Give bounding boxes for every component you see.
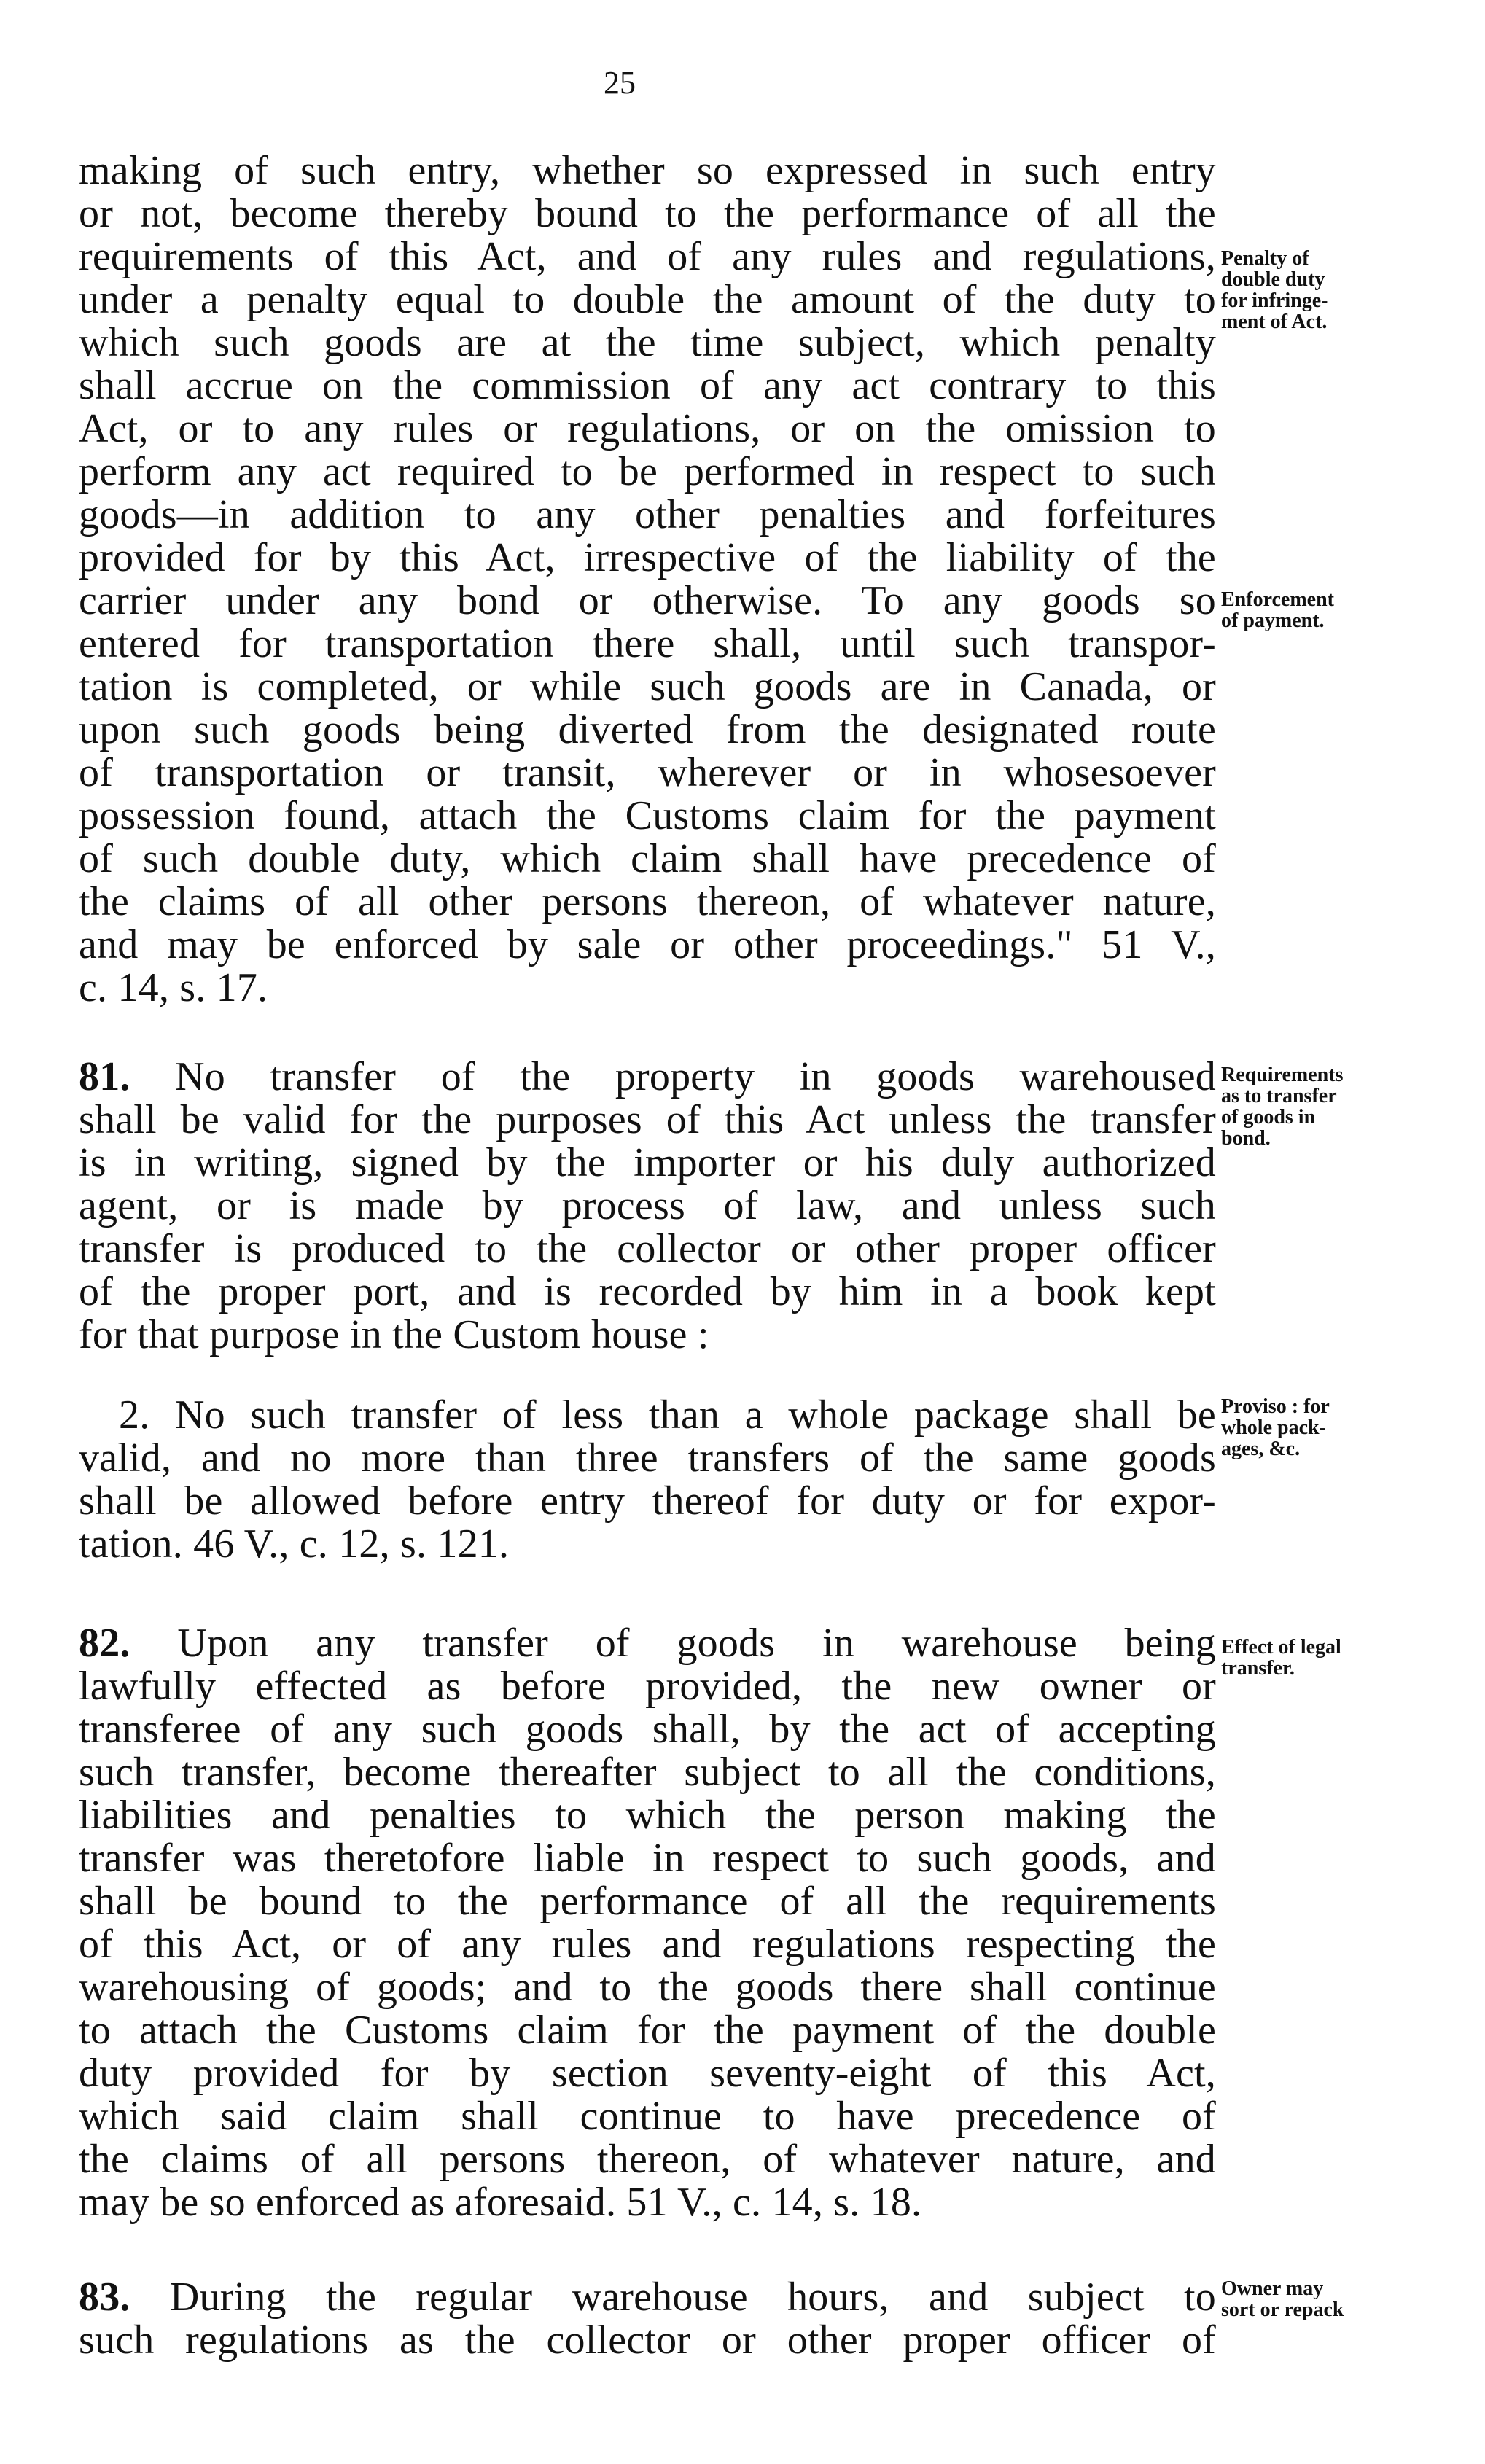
text-line: lawfully effected as before provided, the new owner or [79, 1664, 1216, 1709]
text-line: perform any act required to be performed in respect to such [79, 449, 1216, 494]
margin-note-line: bond. [1221, 1127, 1271, 1150]
text-line: and may be enforced by sale or other proceedings." 51 V., [79, 922, 1216, 967]
text-line: upon such goods being diverted from the designated route [79, 707, 1216, 752]
margin-note-line: ages, &c. [1221, 1438, 1301, 1460]
margin-note-line: Owner may [1221, 2277, 1324, 2300]
text-line: warehousing of goods; and to the goods there shall continue [79, 1965, 1216, 2010]
text-line: or not, become thereby bound to the performance of all the [79, 191, 1216, 236]
section-number: 81. [79, 1054, 130, 1099]
text-line: which such goods are at the time subject, which penalty [79, 320, 1216, 365]
text-line: transfer was theretofore liable in respect to such goods, and [79, 1836, 1216, 1881]
text-line: goods—in addition to any other penalties and forfeitures [79, 492, 1216, 537]
text-line: shall be valid for the purposes of this Act unless the transfer [79, 1097, 1216, 1142]
margin-note-line: for infringe- [1221, 289, 1328, 312]
text-line: carrier under any bond or otherwise. To any goods so [79, 578, 1216, 623]
text-line: for that purpose in the Custom house : [79, 1312, 709, 1357]
text-line: shall be bound to the performance of all the requirements [79, 1879, 1216, 1924]
text-line: 2. No such transfer of less than a whole package shall be [119, 1392, 1216, 1438]
margin-note-penalty [1221, 248, 1440, 332]
text-line: such regulations as the collector or other proper officer of [79, 2317, 1216, 2363]
section-83 [79, 2276, 1216, 2362]
text-line: tation. 46 V., c. 12, s. 121. [79, 1521, 510, 1567]
section-number: 82. [79, 1621, 130, 1666]
margin-note-line: double duty [1221, 268, 1325, 291]
margin-note-line: Proviso : for [1221, 1395, 1330, 1418]
section-number: 83. [79, 2274, 130, 2320]
margin-note-line: of payment. [1221, 609, 1325, 632]
section-80-continuation [79, 149, 1216, 1010]
margin-note-proviso [1221, 1396, 1440, 1459]
text-line: transfer is produced to the collector or other proper officer [79, 1226, 1216, 1271]
section-lead-text: During the regular warehouse hours, and subject to [169, 2274, 1216, 2320]
text-line: valid, and no more than three transfers of the same goods [79, 1435, 1216, 1481]
text-line: may be so enforced as aforesaid. 51 V., c. 14, s. 18. [79, 2180, 922, 2225]
section-82 [79, 1622, 1216, 2224]
text-line: of transportation or transit, wherever or in whosesoever [79, 750, 1216, 795]
margin-note-line: of goods in [1221, 1106, 1316, 1128]
section-81 [79, 1056, 1216, 1357]
margin-note-requirements [1221, 1064, 1440, 1149]
margin-note-effect [1221, 1637, 1440, 1679]
margin-note-line: as to transfer [1221, 1085, 1337, 1107]
section-first-line [79, 1622, 1216, 1665]
text-line: transferee of any such goods shall, by the act of accepting [79, 1707, 1216, 1752]
text-line: of the proper port, and is recorded by him in a book kept [79, 1269, 1216, 1314]
margin-note-line: ment of Act. [1221, 311, 1328, 333]
page-number: 25 [604, 65, 636, 101]
text-line: provided for by this Act, irrespective of the liability of the [79, 535, 1216, 580]
text-line: duty provided for by section seventy-eight of this Act, [79, 2051, 1216, 2096]
text-line: the claims of all persons thereon, of whatever nature, and [79, 2137, 1216, 2182]
margin-note-line: transfer. [1221, 1657, 1295, 1680]
text-line: entered for transportation there shall, until such transpor- [79, 621, 1216, 666]
text-line: of this Act, or of any rules and regulations respecting the [79, 1922, 1216, 1967]
margin-note-line: Penalty of [1221, 247, 1309, 270]
text-line: shall be allowed before entry thereof for duty or for expor- [79, 1478, 1216, 1524]
section-first-line [79, 1056, 1216, 1099]
section-first-line [79, 2276, 1216, 2319]
text-line: of such double duty, which claim shall have precedence of [79, 836, 1216, 881]
text-line: possession found, attach the Customs claim for the payment [79, 793, 1216, 838]
margin-note-line: Enforcement [1221, 588, 1334, 611]
margin-note-owner [1221, 2278, 1440, 2320]
text-line: under a penalty equal to double the amount of the duty to [79, 277, 1216, 322]
text-line: which said claim shall continue to have precedence of [79, 2094, 1216, 2139]
margin-note-enforcement [1221, 589, 1440, 631]
text-line: liabilities and penalties to which the person making the [79, 1793, 1216, 1838]
text-line: to attach the Customs claim for the payment of the double [79, 2008, 1216, 2053]
margin-note-line: whole pack- [1221, 1416, 1326, 1439]
margin-note-line: Requirements [1221, 1064, 1344, 1086]
text-line: c. 14, s. 17. [79, 965, 268, 1010]
text-line: making of such entry, whether so expressed in such entry [79, 148, 1216, 193]
margin-note-line: sort or repack [1221, 2299, 1344, 2321]
text-line: agent, or is made by process of law, and unless such [79, 1183, 1216, 1228]
margin-note-line: Effect of legal [1221, 1636, 1341, 1658]
text-line: is in writing, signed by the importer or his duly authorized [79, 1140, 1216, 1185]
text-line: the claims of all other persons thereon, of whatever nature, [79, 879, 1216, 924]
section-81-subsection-2 [79, 1394, 1216, 1566]
text-line: tation is completed, or while such goods are in Canada, or [79, 664, 1216, 709]
text-line: shall accrue on the commission of any act contrary to this [79, 363, 1216, 408]
section-lead-text: No transfer of the property in goods warehoused [175, 1054, 1216, 1099]
section-lead-text: Upon any transfer of goods in warehouse being [177, 1621, 1216, 1666]
text-line: such transfer, become thereafter subject to all the conditions, [79, 1750, 1216, 1795]
text-line: requirements of this Act, and of any rules and regulations, [79, 234, 1216, 279]
text-line: Act, or to any rules or regulations, or on the omission to [79, 406, 1216, 451]
